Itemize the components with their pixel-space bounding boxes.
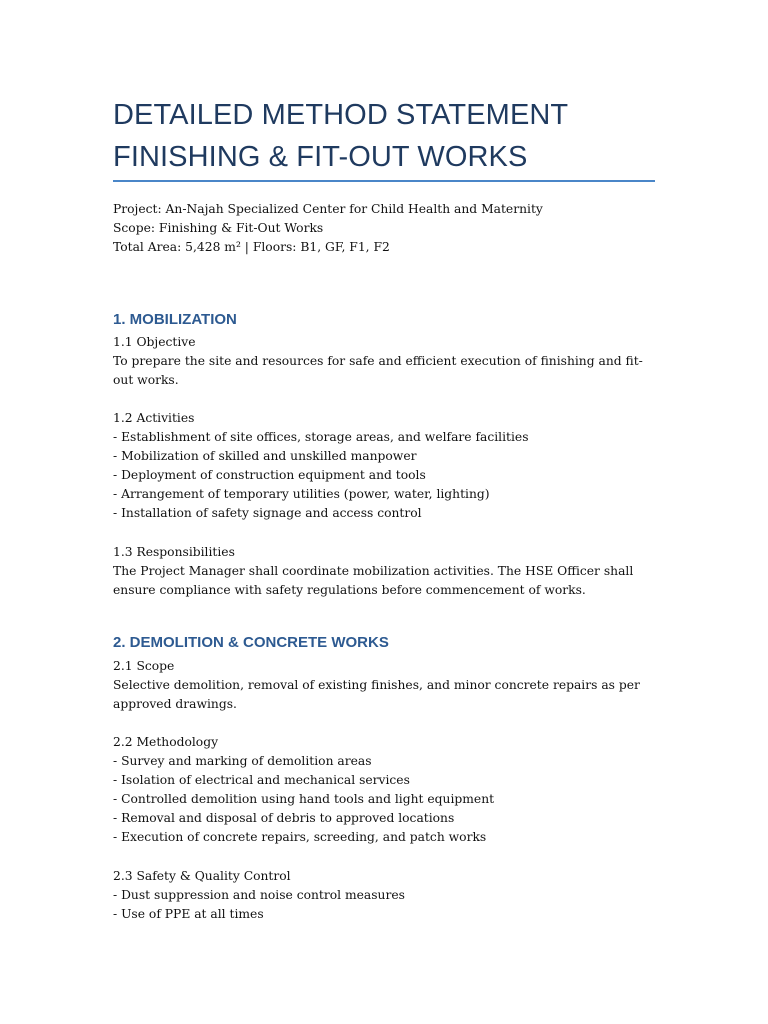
list-item: - Deployment of construction equipment and tools	[113, 468, 426, 482]
title-divider	[113, 180, 655, 182]
project-scope: Scope: Finishing & Fit-Out Works	[113, 221, 324, 235]
project-area: Total Area: 5,428 m² | Floors: B1, GF, F1, F2	[113, 240, 390, 254]
document-title	[113, 94, 568, 178]
list-item: - Use of PPE at all times	[113, 907, 264, 921]
list-item: - Controlled demolition using hand tools and light equipment	[113, 792, 495, 806]
subsection-label: 1.3 Responsibilities	[113, 545, 235, 559]
list-item: - Mobilization of skilled and unskilled manpower	[113, 449, 417, 463]
subsection-label: 1.2 Activities	[113, 411, 195, 425]
mobilization-responsibilities	[113, 543, 643, 600]
paragraph: Selective demolition, removal of existing finishes, and minor concrete repairs as per approved drawings.	[113, 678, 640, 711]
paragraph: To prepare the site and resources for safe and efficient execution of finishing and fit-out works.	[113, 354, 643, 387]
subsection-label: 2.1 Scope	[113, 659, 175, 673]
list-item: - Installation of safety signage and access control	[113, 506, 422, 520]
title-line-2: FINISHING & FIT-OUT WORKS	[113, 141, 528, 173]
list-item: - Removal and disposal of debris to approved locations	[113, 811, 455, 825]
section-heading-demolition: 2. DEMOLITION & CONCRETE WORKS	[113, 634, 389, 651]
list-item: - Isolation of electrical and mechanical services	[113, 773, 410, 787]
subsection-label: 1.1 Objective	[113, 335, 196, 349]
mobilization-objective	[113, 333, 643, 390]
demolition-scope	[113, 657, 643, 714]
list-item: - Arrangement of temporary utilities (power, water, lighting)	[113, 487, 490, 501]
paragraph: The Project Manager shall coordinate mobilization activities. The HSE Officer shall ensure compliance with safety regulations before commencement of works.	[113, 564, 634, 597]
subsection-label: 2.2 Methodology	[113, 735, 219, 749]
demolition-safety-quality	[113, 867, 405, 924]
list-item: - Survey and marking of demolition areas	[113, 754, 372, 768]
section-heading-mobilization: 1. MOBILIZATION	[113, 311, 237, 328]
list-item: - Establishment of site offices, storage areas, and welfare facilities	[113, 430, 529, 444]
title-line-1: DETAILED METHOD STATEMENT	[113, 99, 569, 131]
project-meta	[113, 200, 543, 257]
mobilization-activities	[113, 409, 529, 523]
demolition-methodology	[113, 733, 494, 847]
list-item: - Execution of concrete repairs, screeding, and patch works	[113, 830, 487, 844]
subsection-label: 2.3 Safety & Quality Control	[113, 869, 291, 883]
project-name: Project: An-Najah Specialized Center for Child Health and Maternity	[113, 202, 543, 216]
list-item: - Dust suppression and noise control measures	[113, 888, 405, 902]
